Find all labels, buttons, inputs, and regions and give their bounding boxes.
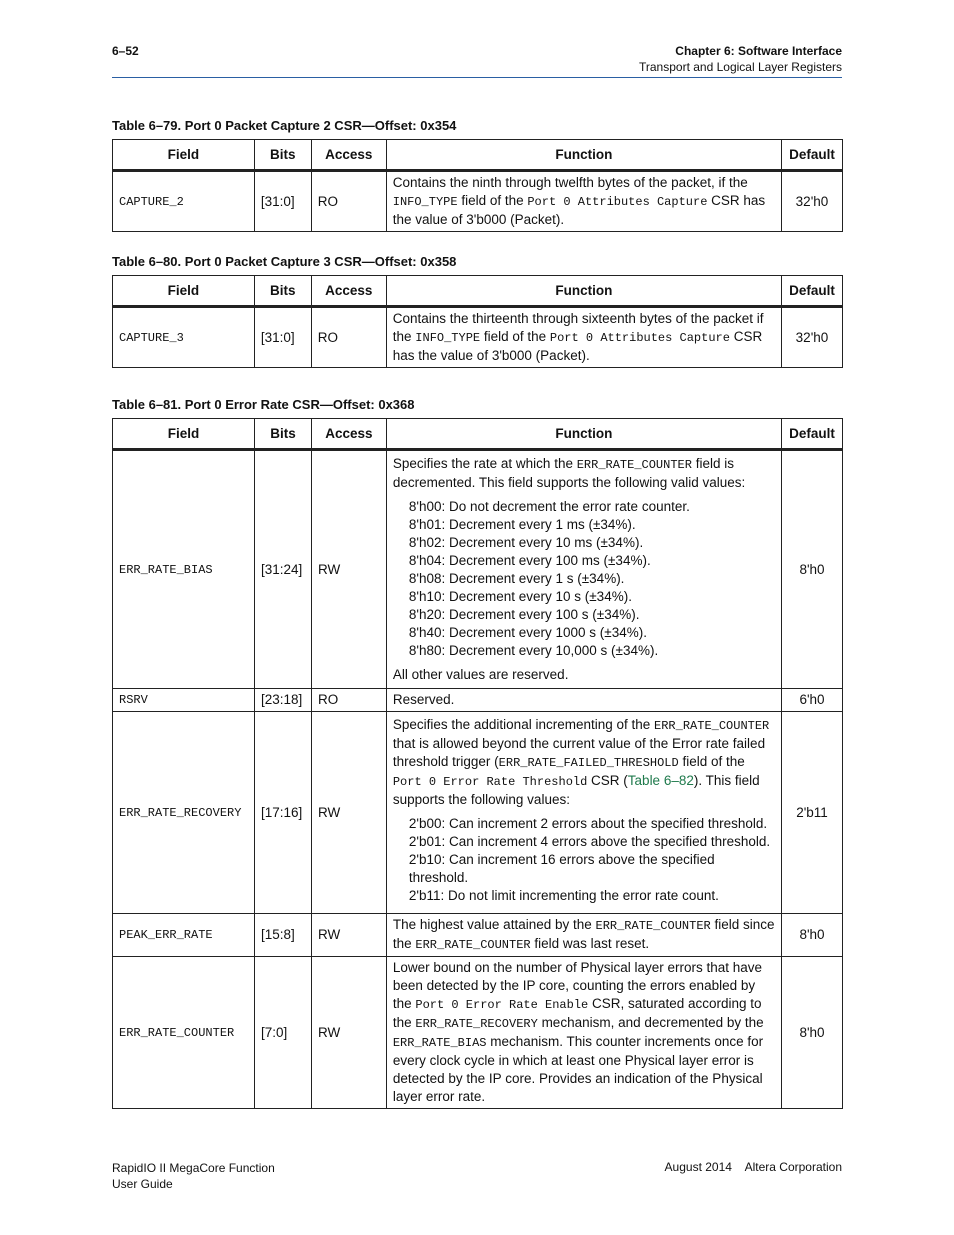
function-text: Specifies the additional incrementing of the ERR_RATE_COUNTER that is allowed beyond the current value of the Error rate failed threshold trigger (ERR_RATE_FAILED_THRESHOLD field of the Port 0 Error Rate Threshold CSR (Table 6–82). This field supports the following values: 2'b00: Can increment 2 errors about the specified threshold. 2'b01: Can increment 4 errors above the specified threshold. 2'b10: Can increment 16 errors above the specified threshold. 2'b11: Do not limit incrementing the error rate count. bbox=[386, 712, 781, 914]
col-field: Field bbox=[113, 140, 255, 171]
col-field: Field bbox=[113, 276, 255, 307]
product-name: RapidIO II MegaCore Function bbox=[112, 1161, 275, 1175]
bits-value: [17:16] bbox=[254, 712, 311, 914]
function-text: Reserved. bbox=[386, 689, 781, 712]
list-item: 8'h04: Decrement every 100 ms (±34%). bbox=[408, 553, 651, 568]
function-text: Lower bound on the number of Physical layer errors that have been detected by the IP core, counting the errors enabled by the Port 0 Error Rate Enable CSR, saturated according to the ERR_RATE_RECOVERY mechanism, and decremented by the ERR_RATE_BIAS mechanism. This counter increments once for every clock cycle in which at least one Physical layer error is detected by the IP core. Provides an indication of the Physical layer error rate. bbox=[386, 957, 781, 1109]
list-item: 8'h80: Decrement every 10,000 s (±34%). bbox=[408, 643, 659, 658]
field-name: CAPTURE_2 bbox=[113, 171, 255, 232]
bits-value: [7:0] bbox=[254, 957, 311, 1109]
table-81 bbox=[112, 418, 843, 1109]
list-item: 2'b00: Can increment 2 errors about the specified threshold. bbox=[408, 816, 768, 831]
col-bits: Bits bbox=[254, 419, 311, 450]
doc-type: User Guide bbox=[112, 1177, 173, 1191]
access-value: RW bbox=[311, 957, 386, 1109]
field-name: ERR_RATE_BIAS bbox=[113, 450, 255, 689]
field-name: RSRV bbox=[113, 689, 255, 712]
function-text: Contains the ninth through twelfth bytes of the packet, if the INFO_TYPE field of the Port 0 Attributes Capture CSR has the value of 3'b000 (Packet). bbox=[386, 171, 781, 232]
reserved-note: All other values are reserved. bbox=[392, 667, 569, 682]
bits-value: [31:0] bbox=[254, 307, 311, 368]
table-header-row bbox=[113, 419, 843, 450]
table-row bbox=[113, 689, 843, 712]
field-name: PEAK_ERR_RATE bbox=[113, 914, 255, 957]
access-value: RO bbox=[311, 307, 386, 368]
col-access: Access bbox=[311, 276, 386, 307]
table-80 bbox=[112, 275, 843, 368]
col-access: Access bbox=[311, 140, 386, 171]
list-item: 8'h01: Decrement every 1 ms (±34%). bbox=[408, 517, 636, 532]
col-default: Default bbox=[782, 419, 843, 450]
list-item: 8'h00: Do not decrement the error rate counter. bbox=[408, 499, 690, 514]
default-value: 8'h0 bbox=[782, 914, 843, 957]
default-value: 8'h0 bbox=[782, 450, 843, 689]
bits-value: [31:0] bbox=[254, 171, 311, 232]
table-81-caption: Table 6–81. Port 0 Error Rate CSR—Offset: 0x368 bbox=[112, 397, 415, 412]
list-item: 8'h02: Decrement every 10 ms (±34%). bbox=[408, 535, 644, 550]
table-6-82-link[interactable]: Table 6–82 bbox=[627, 773, 694, 788]
table-80-caption: Table 6–80. Port 0 Packet Capture 3 CSR—Offset: 0x358 bbox=[112, 254, 457, 269]
value-list bbox=[393, 815, 775, 905]
col-function: Function bbox=[386, 140, 781, 171]
list-item: 8'h08: Decrement every 1 s (±34%). bbox=[408, 571, 625, 586]
table-79 bbox=[112, 139, 843, 232]
col-default: Default bbox=[781, 140, 842, 171]
table-row bbox=[113, 307, 843, 368]
default-value: 6'h0 bbox=[782, 689, 843, 712]
function-text: The highest value attained by the ERR_RATE_COUNTER field since the ERR_RATE_COUNTER field was last reset. bbox=[386, 914, 781, 957]
value-list bbox=[393, 498, 775, 660]
bits-value: [23:18] bbox=[254, 689, 311, 712]
access-value: RW bbox=[311, 914, 386, 957]
bits-value: [15:8] bbox=[254, 914, 311, 957]
col-default: Default bbox=[781, 276, 842, 307]
table-row bbox=[113, 914, 843, 957]
col-function: Function bbox=[386, 419, 781, 450]
col-bits: Bits bbox=[254, 276, 311, 307]
footer-left bbox=[112, 1160, 275, 1192]
default-value: 32'h0 bbox=[781, 171, 842, 232]
list-item: 8'h20: Decrement every 100 s (±34%). bbox=[408, 607, 640, 622]
table-header-row bbox=[113, 276, 843, 307]
bits-value: [31:24] bbox=[254, 450, 311, 689]
table-header-row bbox=[113, 140, 843, 171]
footer-right: August 2014 Altera Corporation bbox=[664, 1160, 842, 1174]
table-row bbox=[113, 450, 843, 689]
list-item: 2'b11: Do not limit incrementing the error rate count. bbox=[408, 888, 719, 903]
access-value: RW bbox=[311, 450, 386, 689]
access-value: RO bbox=[311, 171, 386, 232]
access-value: RW bbox=[311, 712, 386, 914]
function-text: Contains the thirteenth through sixteenth bytes of the packet if the INFO_TYPE field of the Port 0 Attributes Capture CSR has the value of 3'b000 (Packet). bbox=[386, 307, 781, 368]
table-79-caption: Table 6–79. Port 0 Packet Capture 2 CSR—Offset: 0x354 bbox=[112, 118, 457, 133]
table-row bbox=[113, 712, 843, 914]
col-function: Function bbox=[386, 276, 781, 307]
function-text: Specifies the rate at which the ERR_RATE_COUNTER field is decremented. This field supports the following valid values: 8'h00: Do not decrement the error rate counter. 8'h01: Decrement every 1 ms (±34%). 8'h02: Decrement every 10 ms (±34%). 8'h04: Decrement every 100 ms (±34%). 8'h08: Decrement every 1 s (±34%). 8'h10: Decrement every 10 s (±34%). 8'h20: Decrement every 100 s (±34%). 8'h40: Decrement every 1000 s (±34%). 8'h80: Decrement every 10,000 s (±34%). All other values are reserved. bbox=[386, 450, 781, 689]
field-name: ERR_RATE_RECOVERY bbox=[113, 712, 255, 914]
list-item: 8'h10: Decrement every 10 s (±34%). bbox=[408, 589, 632, 604]
col-bits: Bits bbox=[254, 140, 311, 171]
col-field: Field bbox=[113, 419, 255, 450]
default-value: 2'b11 bbox=[782, 712, 843, 914]
running-header bbox=[639, 43, 842, 75]
default-value: 32'h0 bbox=[781, 307, 842, 368]
chapter-title: Chapter 6: Software Interface bbox=[675, 44, 842, 58]
field-name: ERR_RATE_COUNTER bbox=[113, 957, 255, 1109]
page-number: 6–52 bbox=[112, 44, 139, 58]
list-item: 2'b10: Can increment 16 errors above the specified threshold. bbox=[408, 852, 715, 885]
col-access: Access bbox=[311, 419, 386, 450]
default-value: 8'h0 bbox=[782, 957, 843, 1109]
table-row bbox=[113, 957, 843, 1109]
table-row bbox=[113, 171, 843, 232]
access-value: RO bbox=[311, 689, 386, 712]
list-item: 8'h40: Decrement every 1000 s (±34%). bbox=[408, 625, 647, 640]
list-item: 2'b01: Can increment 4 errors above the specified threshold. bbox=[408, 834, 771, 849]
section-title: Transport and Logical Layer Registers bbox=[639, 60, 842, 74]
field-name: CAPTURE_3 bbox=[113, 307, 255, 368]
header-rule bbox=[112, 77, 842, 78]
